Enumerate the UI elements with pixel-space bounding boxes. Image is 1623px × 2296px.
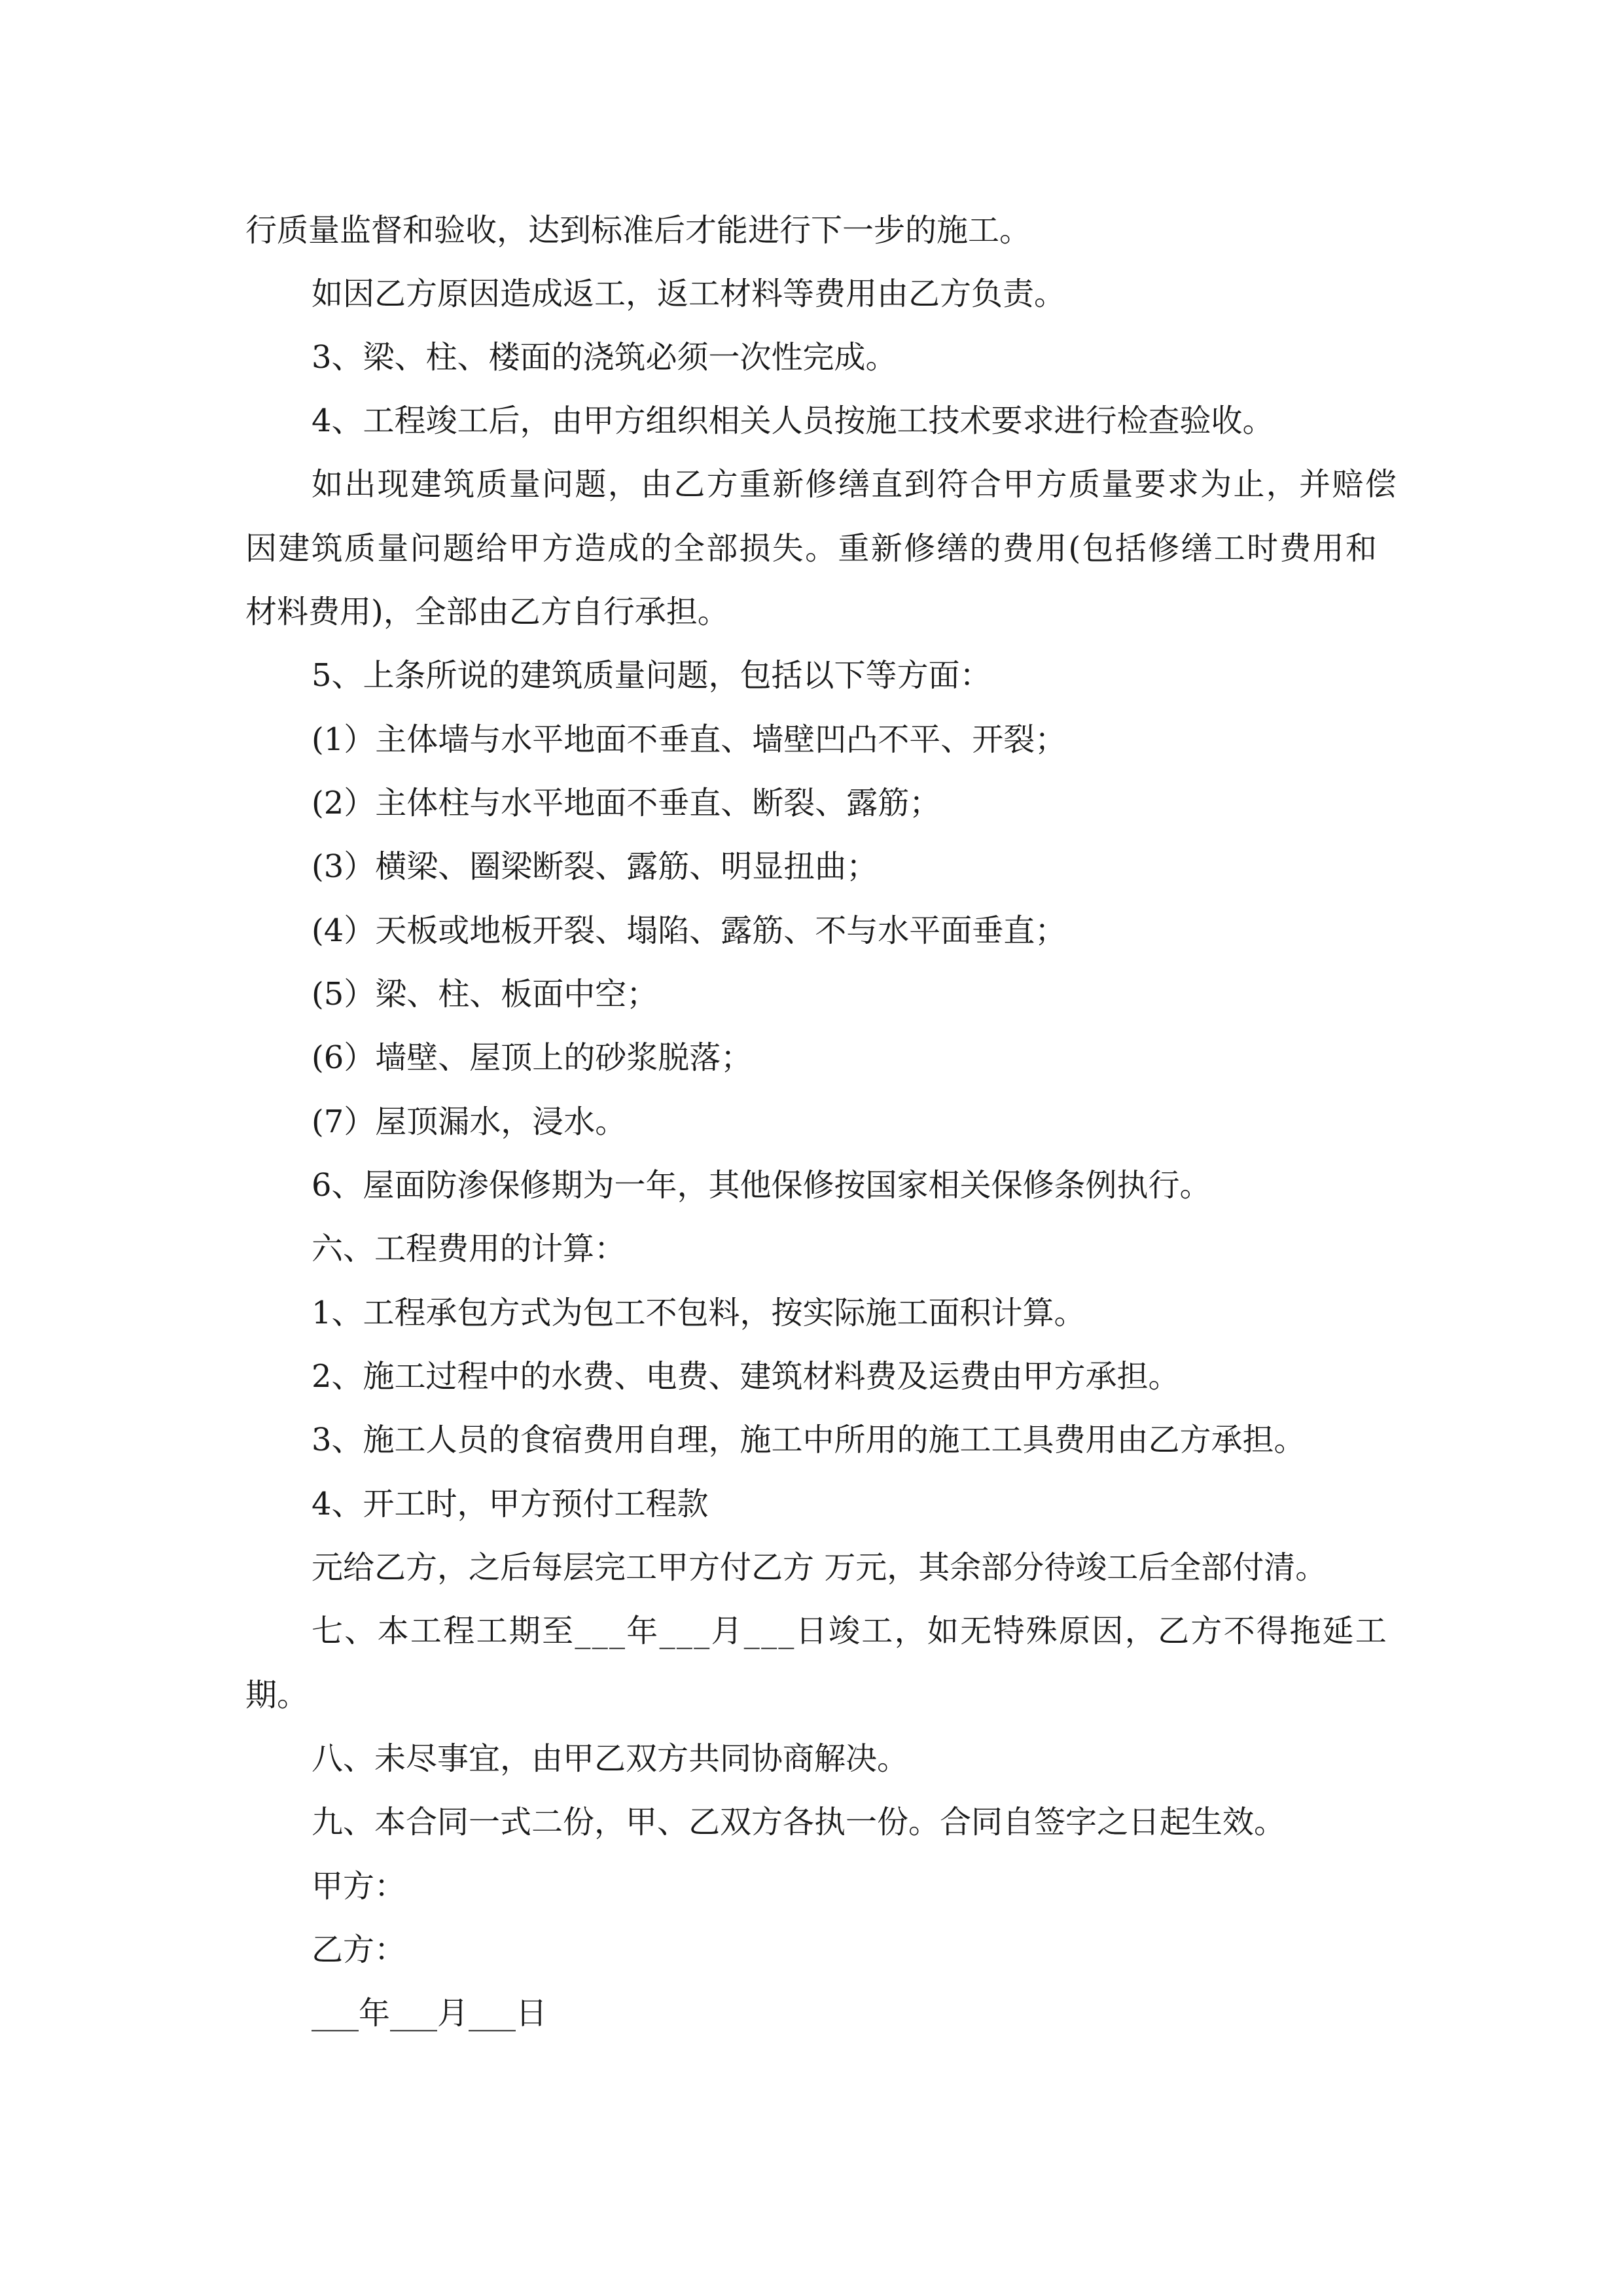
text-line-18: 1、工程承包方式为包工不包料，按实际施工面积计算。 <box>312 1295 1086 1331</box>
text-line-14: (6）墙壁、屋顶上的砂浆脱落； <box>312 1039 753 1076</box>
text-line-7: 材料费用)，全部由乙方自行承担。 <box>245 594 729 630</box>
text-line-22: 元给乙方，之后每层完工甲方付乙方 万元，其余部分待竣工后全部付清。 <box>312 1549 1327 1586</box>
text-line-16: 6、屋面防渗保修期为一年，其他保修按国家相关保修条例执行。 <box>312 1167 1211 1204</box>
text-line-15: (7）屋顶漏水，浸水。 <box>312 1103 627 1140</box>
text-line-3: 3、梁、柱、楼面的浇筑必须一次性完成。 <box>312 339 897 376</box>
text-line-5: 如出现建筑质量问题，由乙方重新修缮直到符合甲方质量要求为止，并赔偿 <box>312 466 1398 503</box>
text-line-20: 3、施工人员的食宿费用自理，施工中所用的施工工具费用由乙方承担。 <box>312 1422 1306 1458</box>
text-line-13: (5）梁、柱、板面中空； <box>312 976 658 1013</box>
party-a-label: 甲方： <box>312 1868 406 1905</box>
text-line-8: 5、上条所说的建筑质量问题，包括以下等方面： <box>312 657 991 694</box>
text-line-17: 六、工程费用的计算： <box>312 1230 626 1267</box>
text-line-23: 七、本工程工期至___年___月___日竣工，如无特殊原因，乙方不得拖延工 <box>312 1613 1389 1649</box>
date-line: ___年___月___日 <box>312 1995 548 2032</box>
text-line-21: 4、开工时，甲方预付工程款 <box>312 1486 709 1522</box>
text-line-25: 八、未尽事宜，由甲乙双方共同协商解决。 <box>312 1740 909 1777</box>
text-line-19: 2、施工过程中的水费、电费、建筑材料费及运费由甲方承担。 <box>312 1358 1180 1395</box>
text-line-6: 因建筑质量问题给甲方造成的全部损失。重新修缮的费用(包括修缮工时费用和 <box>245 530 1379 567</box>
text-line-26: 九、本合同一式二份，甲、乙双方各执一份。合同自签字之日起生效。 <box>312 1804 1286 1840</box>
text-line-4: 4、工程竣工后，由甲方组织相关人员按施工技术要求进行检查验收。 <box>312 403 1274 439</box>
text-line-9: (1）主体墙与水平地面不垂直、墙壁凹凸不平、开裂； <box>312 721 1067 758</box>
text-line-2: 如因乙方原因造成返工，返工材料等费用由乙方负责。 <box>312 276 1066 312</box>
text-line-10: (2）主体柱与水平地面不垂直、断裂、露筋； <box>312 785 941 821</box>
party-b-label: 乙方： <box>312 1931 406 1968</box>
text-line-11: (3）横梁、圈梁断裂、露筋、明显扭曲； <box>312 848 878 885</box>
text-line-1: 行质量监督和验收，达到标准后才能进行下一步的施工。 <box>245 212 1031 249</box>
text-line-24: 期。 <box>245 1677 309 1713</box>
text-line-12: (4）天板或地板开裂、塌陷、露筋、不与水平面垂直； <box>312 912 1067 949</box>
